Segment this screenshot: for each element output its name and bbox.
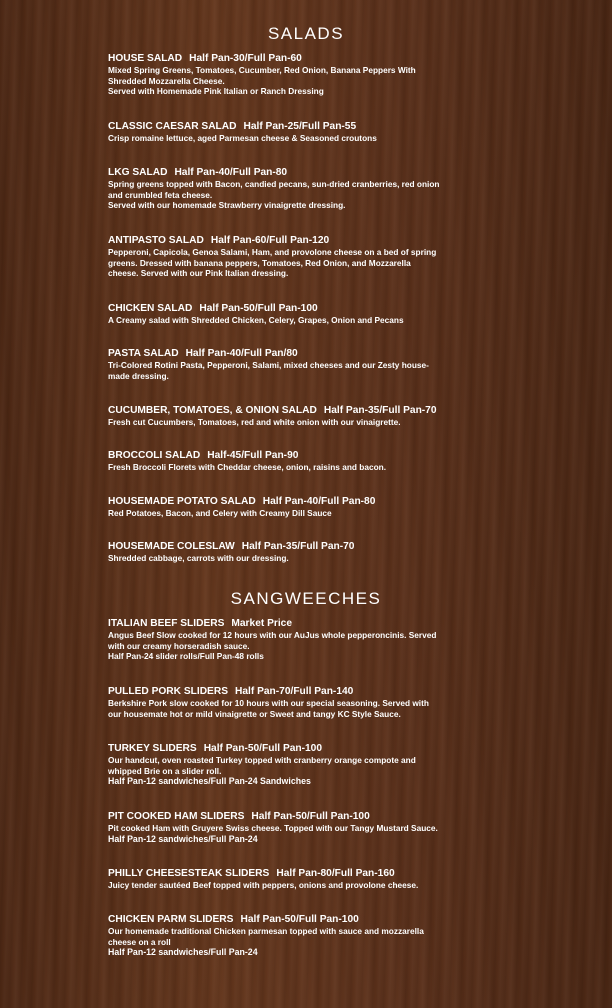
item-price: Half-45/Full Pan-90 <box>207 450 299 461</box>
item-name: PIT COOKED HAM SLIDERS <box>108 811 245 822</box>
menu-item-cucumber-tomatoes-onion-salad <box>108 405 437 428</box>
menu-item-pasta-salad <box>108 348 429 381</box>
menu-item-lkg-salad <box>108 167 439 211</box>
item-name: CHICKEN SALAD <box>108 303 193 314</box>
menu-item-italian-beef-sliders <box>108 618 436 662</box>
menu-item-broccoli-salad <box>108 450 386 473</box>
item-description: Pit cooked Ham with Gruyere Swiss cheese. Topped with our Tangy Mustard Sauce. <box>108 823 438 833</box>
item-description: Berkshire Pork slow cooked for 10 hours with our special seasoning. Served with our housemate hot or mild vinaigrette or Sweet and tangy KC Style Sauce. <box>108 698 429 719</box>
item-price: Half Pan-35/Full Pan-70 <box>323 405 437 416</box>
item-name: HOUSEMADE POTATO SALAD <box>108 496 256 507</box>
menu-item-antipasto-salad <box>108 235 436 279</box>
item-portion-note: Half Pan-12 sandwiches/Full Pan-24 <box>108 947 258 957</box>
item-name: TURKEY SLIDERS <box>108 743 197 754</box>
item-price: Half Pan-80/Full Pan-160 <box>276 868 395 879</box>
item-price: Half Pan-50/Full Pan-100 <box>199 303 318 314</box>
item-price: Half Pan-25/Full Pan-55 <box>243 121 357 132</box>
menu-item-chicken-salad <box>108 303 404 326</box>
menu-item-house-salad <box>108 53 416 97</box>
item-price: Half Pan-50/Full Pan-100 <box>251 811 370 822</box>
item-description: Our handcut, oven roasted Turkey topped with cranberry orange compote and whipped Brie on a slider roll. <box>108 755 416 776</box>
item-description: Angus Beef Slow cooked for 12 hours with our AuJus whole pepperoncinis. Served with our creamy horseradish sauce. Half Pan-24 slider rolls/Full Pan-48 rolls <box>108 630 437 661</box>
item-description: Red Potatoes, Bacon, and Celery with Creamy Dill Sauce <box>108 508 332 518</box>
item-name: LKG SALAD <box>108 167 168 178</box>
item-portion-note: Half Pan-12 sandwiches/Full Pan-24 Sandwiches <box>108 776 311 786</box>
item-price: Half Pan-35/Full Pan-70 <box>241 541 355 552</box>
item-price: Half Pan-50/Full Pan-100 <box>203 743 323 754</box>
menu-item-housemade-coleslaw <box>108 541 354 564</box>
item-description: Mixed Spring Greens, Tomatoes, Cucumber, Red Onion, Banana Peppers With Shredded Mozzarella Cheese. Served with Homemade Pink Italian or Ranch Dressing <box>108 65 416 96</box>
menu-item-pulled-pork-sliders <box>108 686 429 719</box>
item-name: PULLED PORK SLIDERS <box>108 686 228 697</box>
item-name: ANTIPASTO SALAD <box>108 235 204 246</box>
item-name: PHILLY CHEESESTEAK SLIDERS <box>108 868 270 879</box>
item-description: Fresh Broccoli Florets with Cheddar cheese, onion, raisins and bacon. <box>108 462 387 472</box>
item-description: Our homemade traditional Chicken parmesan topped with sauce and mozzarella cheese on a roll <box>108 926 424 947</box>
menu-item-chicken-parm-sliders <box>108 914 424 958</box>
item-description: Pepperoni, Capicola, Genoa Salami, Ham, and provolone cheese on a bed of spring greens. Dressed with banana peppers, Tomatoes, Red Onion, and Mozzarella cheese. Served with our Pink Italian dressing. <box>108 247 437 278</box>
item-name: BROCCOLI SALAD <box>108 450 201 461</box>
item-description: Crisp romaine lettuce, aged Parmesan cheese & Seasoned croutons <box>108 133 377 143</box>
menu-item-pit-cooked-ham-sliders <box>108 811 438 845</box>
item-price: Half Pan-40/Full Pan-80 <box>262 496 376 507</box>
item-description: Fresh cut Cucumbers, Tomatoes, red and white onion with our vinaigrette. <box>108 417 401 427</box>
item-price: Market Price <box>231 618 292 629</box>
menu-item-classic-caesar-salad <box>108 121 377 144</box>
item-price: Half Pan-30/Full Pan-60 <box>189 53 302 64</box>
item-name: CUCUMBER, TOMATOES, & ONION SALAD <box>108 405 317 416</box>
item-price: Half Pan-50/Full Pan-100 <box>240 914 359 925</box>
item-description: A Creamy salad with Shredded Chicken, Celery, Grapes, Onion and Pecans <box>108 315 404 325</box>
item-name: CHICKEN PARM SLIDERS <box>108 914 234 925</box>
item-name: ITALIAN BEEF SLIDERS <box>108 618 225 629</box>
sangweeches-heading: SANGWEECHES <box>230 589 382 608</box>
salads-heading: SALADS <box>267 24 345 43</box>
item-description: Spring greens topped with Bacon, candied pecans, sun-dried cranberries, red onion and crumbled feta cheese. Served with our homemade Strawberry vinaigrette dressing. <box>108 179 440 210</box>
item-price: Half Pan-40/Full Pan/80 <box>185 348 298 359</box>
item-description: Juicy tender sautéed Beef topped with peppers, onions and provolone cheese. <box>108 880 419 890</box>
menu-item-housemade-potato-salad <box>108 496 375 519</box>
item-price: Half Pan-40/Full Pan-80 <box>174 167 288 178</box>
item-portion-note: Half Pan-12 sandwiches/Full Pan-24 <box>108 833 258 844</box>
item-name: HOUSE SALAD <box>108 53 183 64</box>
menu-item-turkey-sliders <box>108 743 416 787</box>
item-description: Shredded cabbage, carrots with our dressing. <box>108 553 289 563</box>
menu-item-philly-cheesesteak-sliders <box>108 868 418 891</box>
item-description: Tri-Colored Rotini Pasta, Pepperoni, Salami, mixed cheeses and our Zesty house- made dressing. <box>108 360 429 381</box>
item-name: HOUSEMADE COLESLAW <box>108 541 235 552</box>
item-name: PASTA SALAD <box>108 348 179 359</box>
item-name: CLASSIC CAESAR SALAD <box>108 121 237 132</box>
item-price: Half Pan-70/Full Pan-140 <box>235 686 354 697</box>
item-price: Half Pan-60/Full Pan-120 <box>210 235 330 246</box>
